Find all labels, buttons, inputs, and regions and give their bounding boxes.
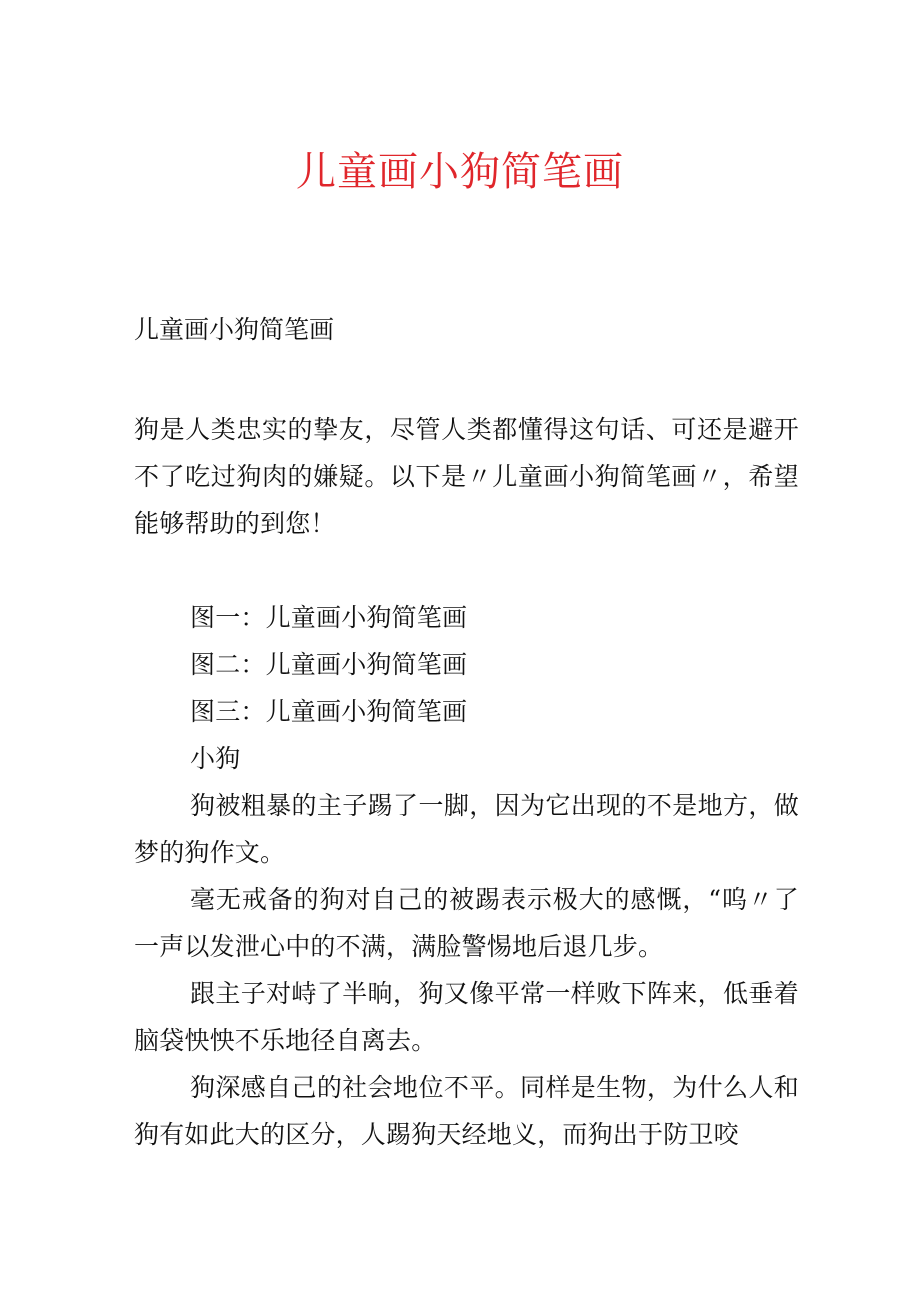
document-title: 儿童画小狗简笔画: [296, 149, 624, 195]
figure-caption-1: 图一：儿童画小狗简笔画: [190, 603, 468, 632]
essay-title: 小狗: [190, 744, 241, 773]
essay-paragraph-4: 狗深感自己的社会地位不平。同样是生物，为什么人和狗有如此大的区分，人踢狗天经地义，而狗出于防卫咬: [134, 1073, 799, 1149]
figure-caption-3: 图三：儿童画小狗简笔画: [190, 697, 468, 726]
document-body: [134, 406, 799, 1158]
essay-paragraph-2: 毫无戒备的狗对自己的被踢表示极大的感慨，“呜〃了一声以发泄心中的不满，满脸警惕地后退几步。: [134, 885, 799, 961]
intro-paragraph: 狗是人类忠实的挚友，尽管人类都懂得这句话、可还是避开不了吃过狗肉的嫌疑。以下是〃儿童画小狗简笔画〃，希望能够帮助的到您！: [134, 415, 799, 538]
document-subtitle: 儿童画小狗简笔画: [134, 315, 335, 344]
essay-paragraph-1: 狗被粗暴的主子踢了一脚，因为它出现的不是地方，做梦的狗作文。: [134, 791, 799, 867]
figure-caption-2: 图二：儿童画小狗简笔画: [190, 650, 468, 679]
essay-paragraph-3: 跟主子对峙了半晌，狗又像平常一样败下阵来，低垂着脑袋怏怏不乐地径自离去。: [134, 979, 799, 1055]
